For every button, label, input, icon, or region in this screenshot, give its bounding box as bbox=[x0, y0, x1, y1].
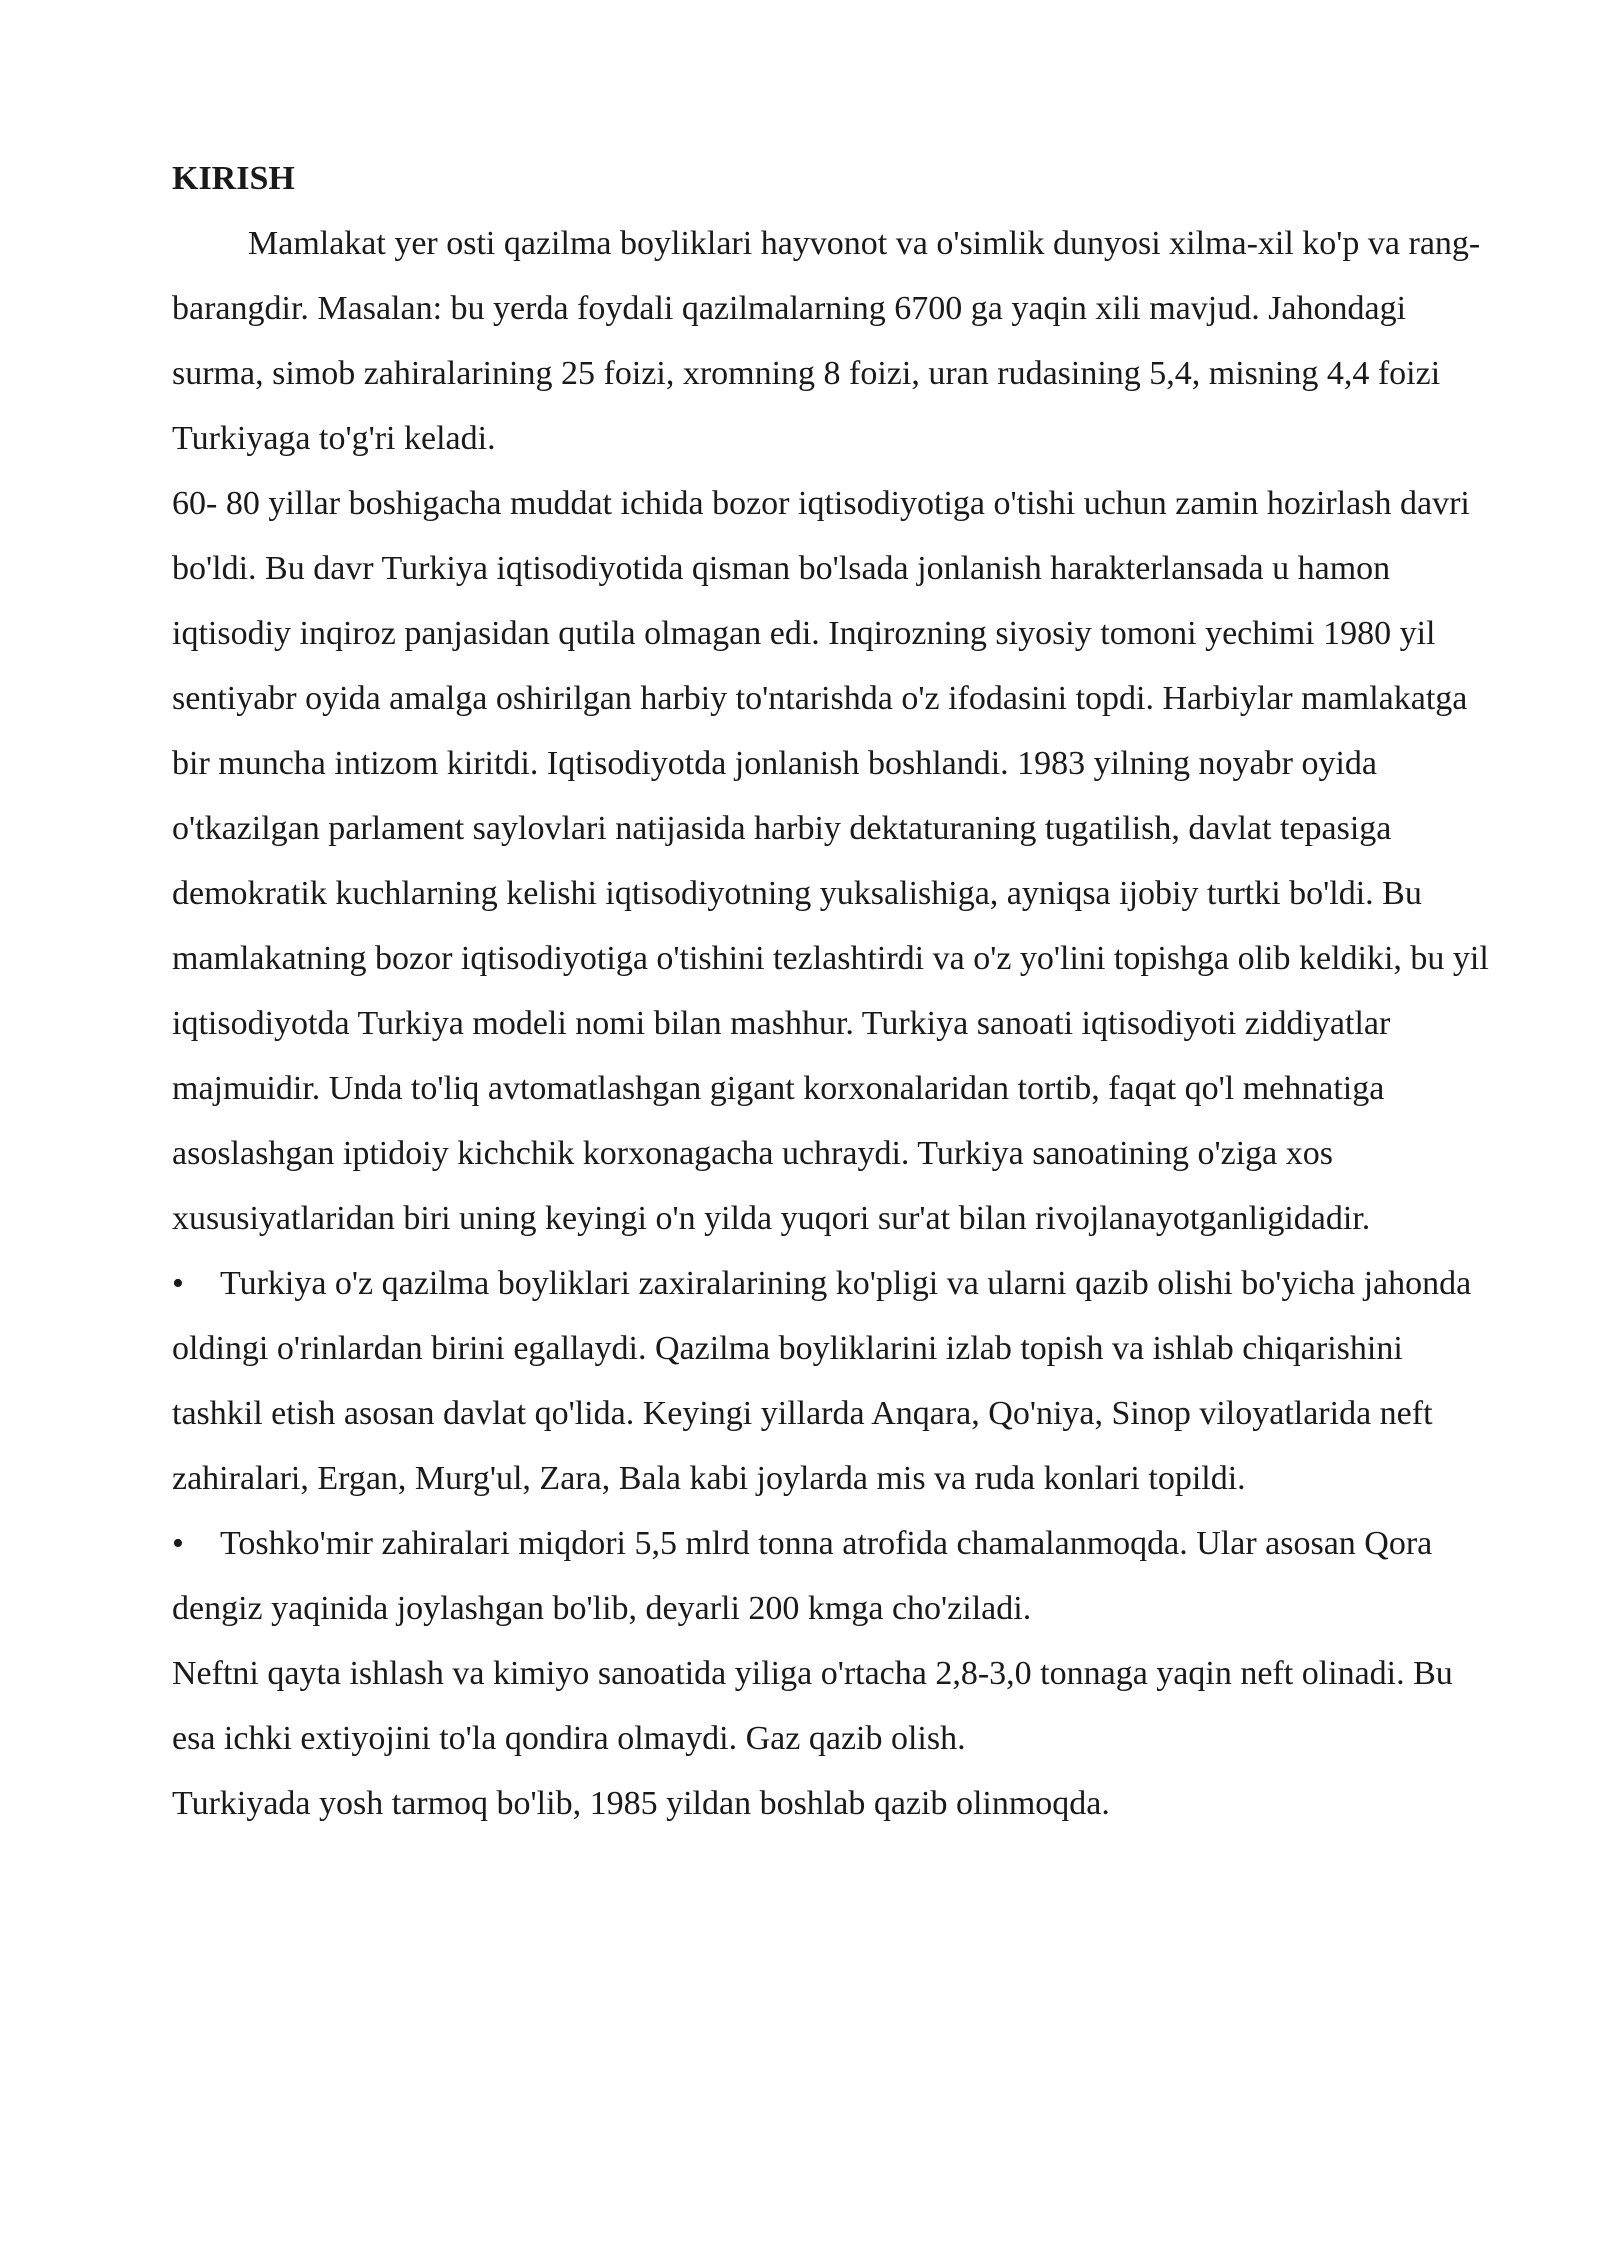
document-body bbox=[172, 146, 1492, 1836]
bullet-icon: • bbox=[172, 1265, 184, 1302]
paragraph-gas: Turkiyada yosh tarmoq bo'lib, 1985 yildan boshlab qazib olinmoqda. bbox=[172, 1785, 1110, 1822]
bullet-icon: • bbox=[172, 1525, 184, 1562]
paragraph-oil: Neftni qayta ishlash va kimiyo sanoatida yiliga o'rtacha 2,8-3,0 tonnaga yaqin neft olinadi. Bu esa ichki extiyojini to'la qondira olmaydi. Gaz qazib olish. bbox=[172, 1655, 1453, 1757]
paragraph-intro: Mamlakat yer osti qazilma boyliklari hayvonot va o'simlik dunyosi xilma-xil ko'p va rang-barangdir. Masalan: bu yerda foydali qazilmalarning 6700 ga yaqin xili mavjud. Jahondagi surma, simob zahiralarining 25 foizi, xromning 8 foizi, uran rudasining 5,4, misning 4,4 foizi Turkiyaga to'g'ri keladi. bbox=[172, 225, 1481, 457]
section-heading: KIRISH bbox=[172, 160, 295, 197]
bullet-text-minerals: Turkiya o'z qazilma boyliklari zaxiralarining ko'pligi va ularni qazib olishi bo'yicha jahonda oldingi o'rinlardan birini egallaydi. Qazilma boyliklarini izlab topish va ishlab chiqarishini tashkil etish asosan davlat qo'lida. Keyingi yillarda Anqara, Qo'niya, Sinop viloyatlarida neft zahiralari, Ergan, Murg'ul, Zara, Bala kabi joylarda mis va ruda konlari topildi. bbox=[172, 1265, 1472, 1497]
paragraph-economy: 60- 80 yillar boshigacha muddat ichida bozor iqtisodiyotiga o'tishi uchun zamin hozirlash davri bo'ldi. Bu davr Turkiya iqtisodiyotida qisman bo'lsada jonlanish harakterlansada u hamon iqtisodiy inqiroz panjasidan qutila olmagan edi. Inqirozning siyosiy tomoni yechimi 1980 yil sentiyabr oyida amalga oshirilgan harbiy to'ntarishda o'z ifodasini topdi. Harbiylar mamlakatga bir muncha intizom kiritdi. Iqtisodiyotda jonlanish boshlandi. 1983 yilning noyabr oyida o'tkazilgan parlament saylovlari natijasida harbiy dektaturaning tugatilish, davlat tepasiga demokratik kuchlarning kelishi iqtisodiyotning yuksalishiga, ayniqsa ijobiy turtki bo'ldi. Bu mamlakatning bozor iqtisodiyotiga o'tishini tezlashtirdi va o'z yo'lini topishga olib keldiki, bu yil iqtisodiyotda Turkiya modeli nomi bilan mashhur. Turkiya sanoati iqtisodiyoti ziddiyatlar majmuidir. Unda to'liq avtomatlashgan gigant korxonalaridan tortib, faqat qo'l mehnatiga asoslashgan iptidoiy kichchik korxonagacha uchraydi. Turkiya sanoatining o'ziga xos xususiyatlaridan biri uning keyingi o'n yilda yuqori sur'at bilan rivojlanayotganligidadir. bbox=[172, 485, 1489, 1237]
bullet-item-minerals bbox=[172, 1251, 1492, 1511]
bullet-text-coal: Toshko'mir zahiralari miqdori 5,5 mlrd tonna atrofida chamalanmoqda. Ular asosan Qora dengiz yaqinida joylashgan bo'lib, deyarli 200 kmga cho'ziladi. bbox=[172, 1525, 1433, 1627]
bullet-item-coal bbox=[172, 1511, 1492, 1641]
